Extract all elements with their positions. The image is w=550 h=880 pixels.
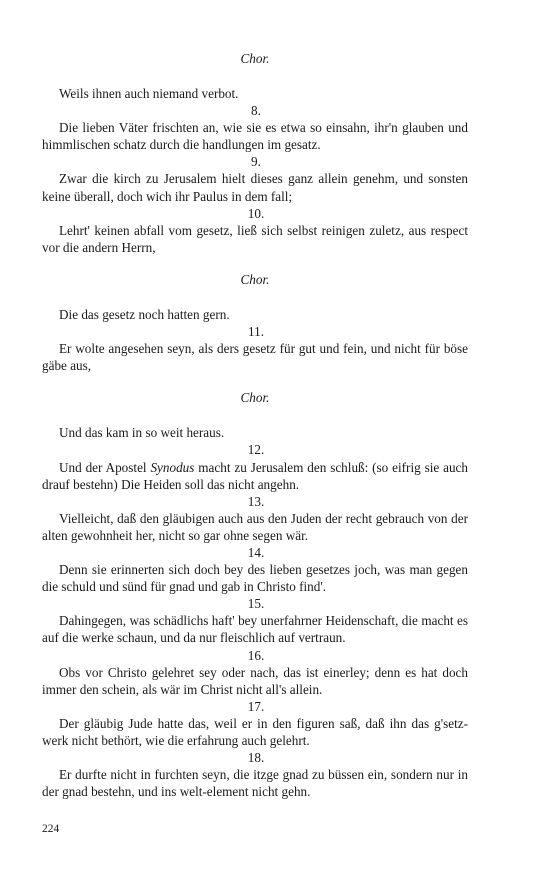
verse-line: Weils ihnen auch niemand verbot. <box>59 86 239 101</box>
stanza-number: 18. <box>247 750 265 766</box>
stanza-number: 10. <box>247 205 265 221</box>
stanza-number: 9. <box>251 154 261 170</box>
stanza-text: Denn sie erinnerten sich doch bey des lieben gesetzes joch, was man gegen die schuld und sünd für gnad und gab in Christo find'. <box>42 562 468 595</box>
stanza-text: Vielleicht, daß den gläubigen auch aus den Juden der recht gebrauch von der alten gewohnheit her, nicht so gar ohne segen wär. <box>42 510 468 543</box>
page-body <box>42 50 468 800</box>
spacer <box>42 67 468 85</box>
stanza-text: Zwar die kirch zu Jerusalem hielt dieses ganz allein genehm, und sonsten keine überall, doch wich ihr Paulus in dem fall; <box>42 171 468 204</box>
stanza-text: Dahingegen, was schädlichs haft' bey unerfahrner Heidenschaft, die macht es auf die werke schaun, und da nur fleischlich auf vertraun. <box>42 613 468 646</box>
stanza-text: Lehrt' keinen abfall vom gesetz, ließ sich selbst reinigen zuletz, aus respect vor die andern Herrn, <box>42 222 468 255</box>
verse-line: Und das kam in so weit heraus. <box>59 425 225 441</box>
stanza-number: 15. <box>247 596 265 612</box>
stanza-number: 13. <box>247 493 265 509</box>
stanza-number: 12. <box>247 442 265 458</box>
stanza-text-part: Und der Apostel <box>59 459 151 475</box>
stanza-text: Der gläubig Jude hatte das, weil er in den figuren saß, daß ihn das g'setz-werk nicht bethört, wie die erfahrung auch gelehrt. <box>42 715 468 748</box>
spacer <box>42 256 468 271</box>
chorus-heading: Chor. <box>240 390 270 406</box>
stanza-text: Die lieben Väter frischten an, wie sie es etwa so einsahn, ihr'n glauben und himmlischen schatz durch die handlungen im gesatz. <box>42 120 468 153</box>
page-number: 224 <box>42 823 60 835</box>
stanza-number: 14. <box>247 544 265 560</box>
stanza-text-part: macht zu Jerusalem den schluß: (so eifrig sie auch drauf bestehn) Die Heiden soll das nicht angehn. <box>42 459 468 492</box>
spacer <box>42 406 468 424</box>
spacer <box>42 288 468 306</box>
stanza-text: Obs vor Christo gelehret sey oder nach, das ist einerley; denn es hat doch immer den schein, als wär im Christ nicht all's allein. <box>42 664 468 697</box>
stanza-number: 11. <box>248 324 264 340</box>
spacer <box>42 374 468 389</box>
stanza-number: 16. <box>247 647 265 663</box>
stanza-number: 8. <box>251 103 261 119</box>
stanza-text <box>42 459 468 493</box>
chorus-heading: Chor. <box>240 271 270 287</box>
stanza-text: Er durfte nicht in furchten seyn, die itzge gnad zu büssen ein, sondern nur in der gnad bestehn, und ins welt-element nicht gehn. <box>42 767 468 800</box>
verse-line: Die das gesetz noch hatten gern. <box>59 306 230 322</box>
stanza-text: Er wolte angesehen seyn, als ders gesetz für gut und fein, und nicht für böse gäbe aus, <box>42 341 468 374</box>
stanza-number: 17. <box>247 698 265 714</box>
emphasized-term: Synodus <box>150 459 195 475</box>
chorus-heading: Chor. <box>240 51 270 66</box>
